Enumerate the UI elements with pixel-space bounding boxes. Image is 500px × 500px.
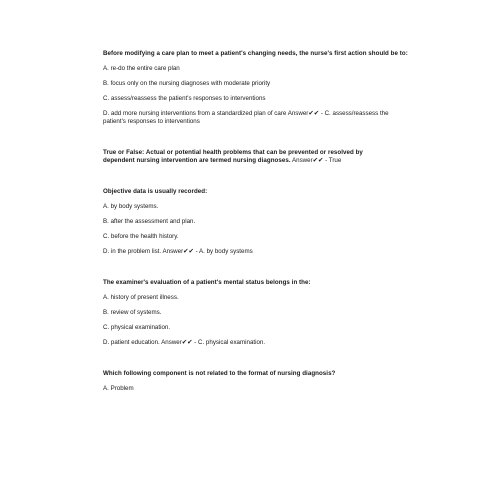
q4-option-d: D. patient education. [103,339,160,346]
q1-answer-label: Answer [287,110,309,117]
q2-answer: - True [325,157,342,164]
q3-answer: - A. by body systems [195,248,253,255]
check-marks-icon: ✔✔ [183,248,194,255]
q3-option-d-with-answer [103,248,403,256]
check-marks-icon: ✔✔ [308,110,320,117]
q2-answer-label: Answer [292,157,313,164]
q1-option-d: D. add more nursing interventions from a standardized plan of care [103,110,287,117]
q1-option-b: B. focus only on the nursing diagnoses with moderate priority [103,80,271,87]
q3-option-d: D. in the problem list. [103,248,162,255]
q4-answer: - C. physical examination. [194,339,266,346]
q3-option-a: A. by body systems. [103,203,159,210]
q1-option-d-with-answer [103,110,403,118]
q4-answer-label: Answer [161,339,182,346]
q1-option-a: A. re-do the entire care plan [103,65,180,72]
q1-option-c: C. assess/reassess the patient's responses to interventions [103,95,266,102]
q3-option-b: B. after the assessment and plan. [103,218,196,225]
q4-option-d-with-answer [103,339,403,347]
question-4: The examiner's evaluation of a patient's mental status belongs in the: [103,279,311,286]
q1-answer-continued: patient's responses to interventions [103,118,200,125]
question-2-line-1: True or False: Actual or potential health problems that can be prevented or resolved by [103,149,363,156]
q1-answer: - C. assess/reassess the [320,110,389,117]
q3-answer-label: Answer [162,248,184,255]
check-marks-icon: ✔✔ [312,157,324,164]
question-2-line-2: dependent nursing intervention are termed nursing diagnoses. [103,157,291,164]
q4-option-c: C. physical examination. [103,324,171,331]
question-2-line-2-with-answer [103,157,403,165]
q4-option-a: A. history of present illness. [103,294,179,301]
question-5: Which following component is not related to the format of nursing diagnosis? [103,370,336,377]
question-1: Before modifying a care plan to meet a patient's changing needs, the nurse's first action should be to: [103,50,408,57]
question-3: Objective data is usually recorded: [103,188,208,195]
document-content [103,50,408,393]
check-marks-icon: ✔✔ [181,339,193,346]
q5-option-a: A. Problem [103,385,134,392]
q3-option-c: C. before the health history. [103,233,179,240]
q4-option-b: B. review of systems. [103,309,162,316]
